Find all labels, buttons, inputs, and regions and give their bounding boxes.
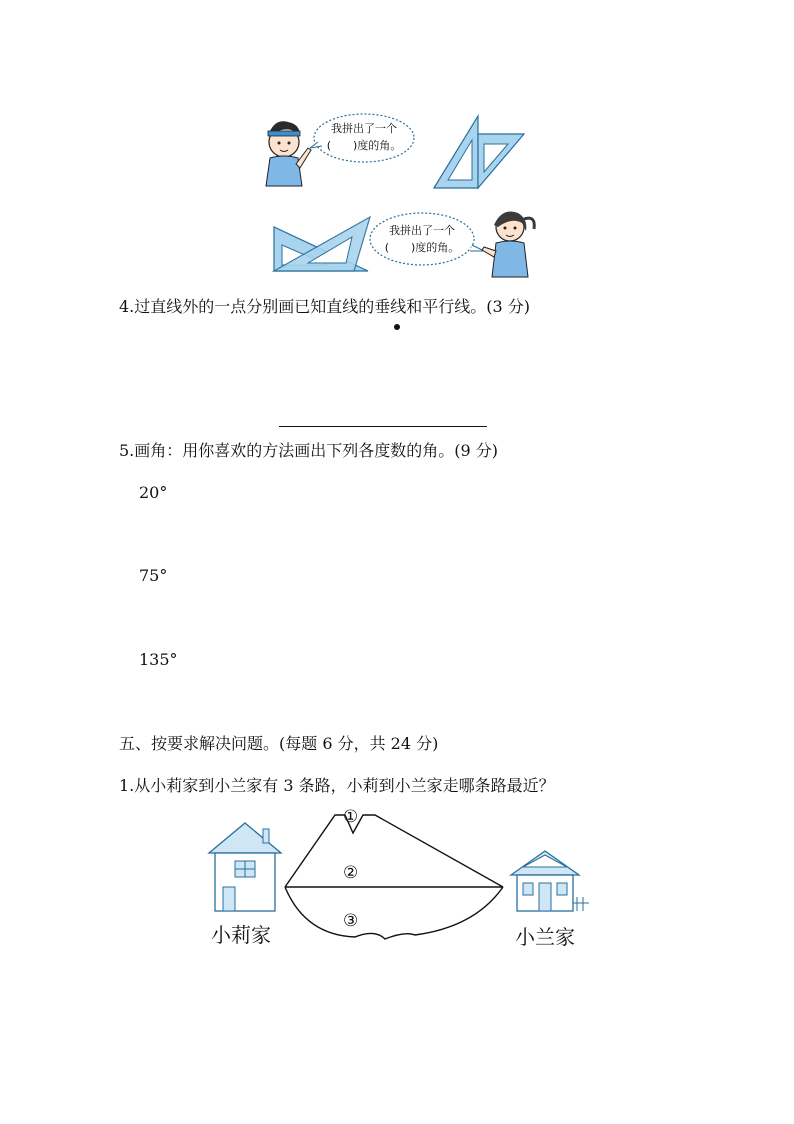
section-5-question-1-text: 1.从小莉家到小兰家有 3 条路，小莉到小兰家走哪条路最近？ [119, 776, 555, 795]
house-icon-left [209, 823, 281, 911]
question-5-text: 5.画角：用你喜欢的方法画出下列各度数的角。(9 分) [119, 441, 499, 460]
section-5-title: 五、按要求解决问题。(每题 6 分，共 24 分) [119, 734, 439, 753]
route-1-label: ① [343, 807, 359, 827]
route-3-label: ③ [343, 911, 359, 931]
route-map [205, 805, 595, 955]
house-icon-right [511, 851, 589, 911]
question-4-text: 4.过直线外的一点分别画已知直线的垂线和平行线。(3 分) [119, 297, 531, 316]
boy-figure [262, 112, 562, 192]
angle-20: 20° [139, 483, 168, 502]
girl-bubble-line1: 我拼出了一个 [389, 224, 455, 237]
angle-135: 135° [139, 650, 178, 669]
left-house-label: 小莉家 [211, 923, 271, 947]
boy-bubble-line1: 我拼出了一个 [331, 122, 397, 135]
given-point [394, 324, 400, 330]
route-2-label: ② [343, 863, 359, 883]
given-line [279, 426, 487, 427]
angle-75: 75° [139, 566, 168, 585]
boy-illustration [262, 112, 562, 192]
right-house-label: 小兰家 [515, 925, 575, 949]
route-3-path [285, 887, 503, 939]
girl-bubble-line2: ( )度的角。 [384, 241, 460, 254]
route-1-path [285, 815, 503, 887]
girl-illustration [272, 205, 552, 280]
boy-bubble-line2: ( )度的角。 [326, 139, 402, 152]
